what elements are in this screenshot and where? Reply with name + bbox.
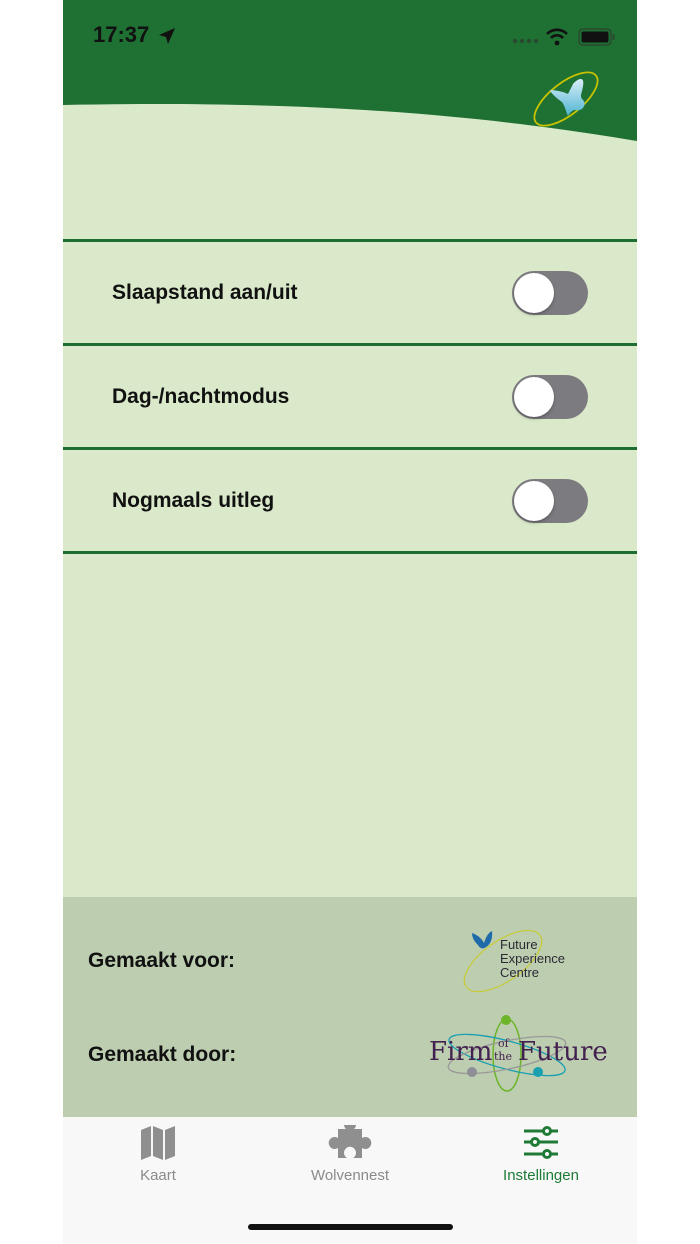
setting-row-daynight [63, 343, 637, 447]
credits-footer [63, 897, 637, 1117]
tab-label: Wolvennest [310, 1167, 390, 1184]
toggle-knob [514, 377, 554, 417]
puzzle-icon [324, 1125, 376, 1161]
header [63, 0, 637, 150]
tab-instellingen[interactable] [461, 1125, 621, 1184]
sleep-toggle[interactable] [512, 271, 588, 315]
status-icons [512, 28, 637, 46]
status-time: 17:37 [93, 22, 150, 47]
made-for-label: Gemaakt voor: [88, 949, 236, 972]
app-screen [63, 0, 637, 1244]
tab-label: Instellingen [503, 1167, 579, 1184]
future-experience-centre-logo [458, 925, 568, 997]
tab-bar [63, 1117, 637, 1244]
fec-logo-text: Future Experience Centre [500, 937, 566, 980]
toggle-knob [514, 273, 554, 313]
setting-row-sleep [63, 239, 637, 343]
fotf-future: Future [518, 1037, 608, 1067]
toggle-knob [514, 481, 554, 521]
butterfly-logo-icon [528, 66, 603, 138]
tab-label: Kaart [140, 1167, 176, 1184]
setting-label: Nogmaals uitleg [112, 488, 275, 512]
fotf-firm: Firm [429, 1037, 493, 1067]
made-by-label: Gemaakt door: [88, 1043, 237, 1066]
location-icon [157, 26, 177, 46]
setting-label: Dag-/nachtmodus [112, 384, 290, 408]
fotf-the: the [494, 1050, 513, 1063]
tab-wolvennest[interactable] [270, 1125, 430, 1184]
fotf-of: of [498, 1037, 509, 1050]
home-indicator[interactable] [248, 1224, 453, 1230]
tab-kaart[interactable] [78, 1125, 238, 1184]
firm-of-the-future-logo [429, 1015, 614, 1093]
setting-row-explanation [63, 447, 637, 554]
explanation-toggle[interactable] [512, 479, 588, 523]
daynight-toggle[interactable] [512, 375, 588, 419]
map-icon [139, 1125, 177, 1161]
setting-label: Slaapstand aan/uit [112, 280, 298, 304]
sliders-icon [522, 1125, 560, 1161]
